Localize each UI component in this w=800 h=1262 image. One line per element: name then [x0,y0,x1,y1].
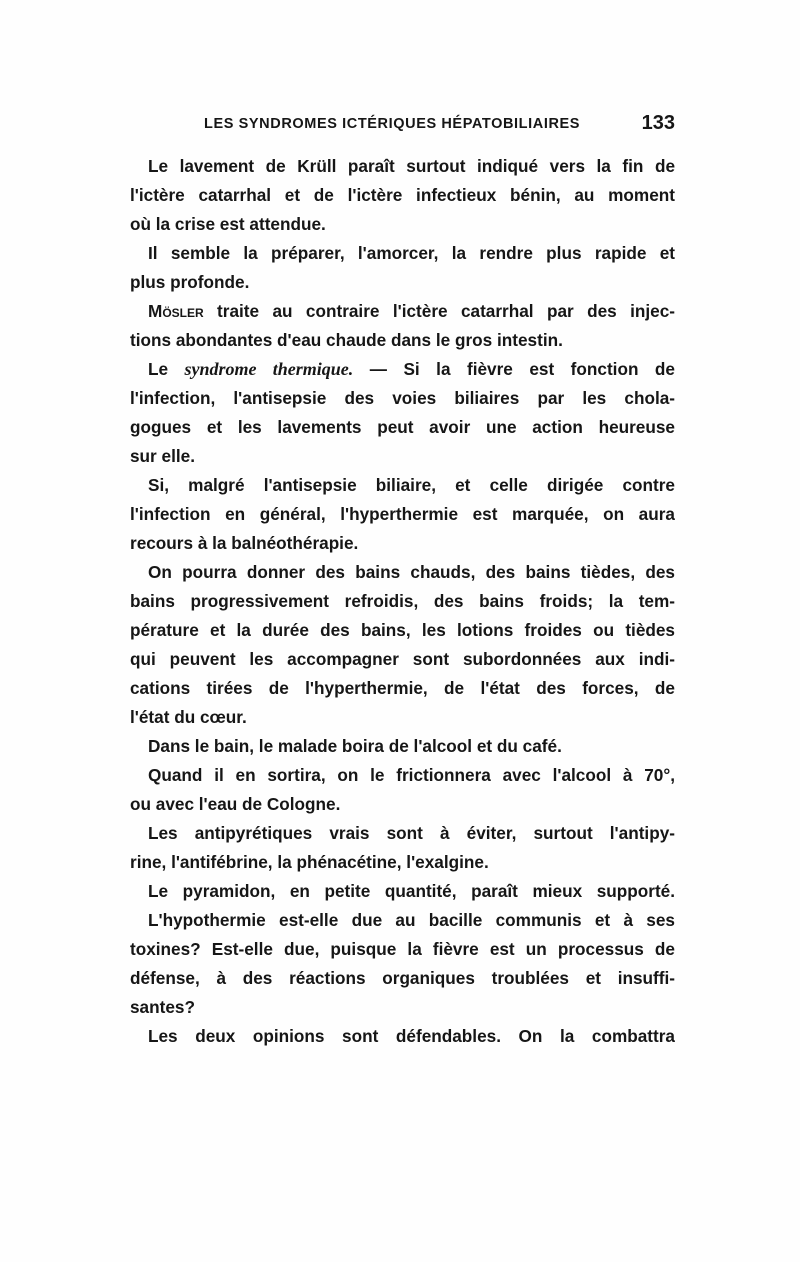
text-line [130,297,675,326]
text-line: ou avec l'eau de Cologne. [130,794,341,814]
text-line: Le lavement de Krüll paraît surtout indiqué vers la fin de [148,156,675,176]
page-number: 133 [641,112,675,134]
text-line: où la crise est attendue. [130,214,326,234]
page-header [130,112,675,142]
section-title: syndrome thermique. [184,359,354,379]
text-line: Les deux opinions sont défendables. On la combattra [148,1026,675,1046]
text-line: tions abondantes d'eau chaude dans le gros intestin. [130,330,563,350]
running-head: LES SYNDROMES ICTÉRIQUES HÉPATOBILIAIRES [204,116,581,132]
text-line: l'ictère catarrhal et de l'ictère infectieux bénin, au moment [130,185,675,205]
text-line: santes? [130,997,195,1017]
text-line: L'hypothermie est-elle due au bacille communis et à ses [148,910,675,930]
text-run: traite au contraire l'ictère catarrhal par des injec- [203,301,675,321]
text-line: toxines? Est-elle due, puisque la fièvre est un processus de [130,939,675,959]
text-line: l'infection, l'antisepsie des voies biliaires par les chola- [130,388,675,408]
text-line: gogues et les lavements peut avoir une action heureuse [130,417,675,437]
text-run: — Si la fièvre est fonction de [353,359,675,379]
text-line: pérature et la durée des bains, les lotions froides ou tièdes [130,620,675,640]
author-name: Mösler [148,301,204,321]
text-line: Les antipyrétiques vrais sont à éviter, surtout l'antipy- [148,823,675,843]
text-line: l'état du cœur. [130,707,247,727]
text-line: cations tirées de l'hyperthermie, de l'état des forces, de [130,678,675,698]
text-line: Le pyramidon, en petite quantité, paraît mieux supporté. [148,881,675,901]
text-line: Quand il en sortira, on le frictionnera avec l'alcool à 70°, [148,765,675,785]
text-line: Si, malgré l'antisepsie biliaire, et celle dirigée contre [148,475,675,495]
text-line: Il semble la préparer, l'amorcer, la rendre plus rapide et [148,243,675,263]
text-line [130,355,675,384]
text-line: plus profonde. [130,272,250,292]
text-line: On pourra donner des bains chauds, des bains tièdes, des [148,562,675,582]
text-run: Le [148,359,185,379]
text-line: recours à la balnéothérapie. [130,533,359,553]
text-line: défense, à des réactions organiques troublées et insuffi- [130,968,675,988]
body-text [130,152,675,1051]
text-line: Dans le bain, le malade boira de l'alcool et du café. [148,736,562,756]
text-line: bains progressivement refroidis, des bains froids; la tem- [130,591,675,611]
text-line: rine, l'antifébrine, la phénacétine, l'exalgine. [130,852,489,872]
text-line: sur elle. [130,446,195,466]
text-line: l'infection en général, l'hyperthermie est marquée, on aura [130,504,675,524]
text-line: qui peuvent les accompagner sont subordonnées aux indi- [130,649,675,669]
